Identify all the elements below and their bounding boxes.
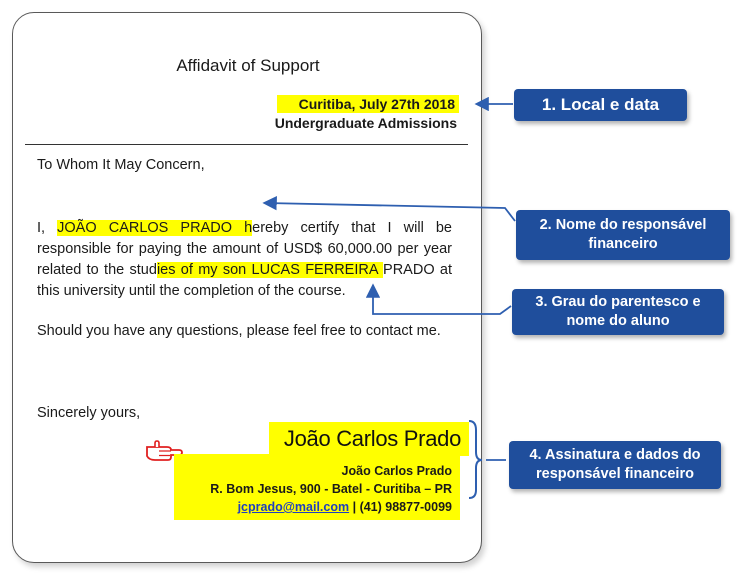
closing: Sincerely yours, [37, 405, 141, 421]
signer-address: R. Bom Jesus, 900 - Batel - Curitiba – PR [210, 482, 452, 496]
body-prefix: I, [37, 220, 58, 236]
callout-signature [509, 441, 721, 489]
callout-student-relation [512, 289, 724, 335]
letter-date: Curitiba, July 27th 2018 [277, 95, 459, 113]
signer-name: João Carlos Prado [341, 464, 452, 478]
callout-3-line1: 3. Grau do parentesco e [535, 294, 701, 310]
signature-bracket [469, 421, 482, 498]
contact-paragraph: Should you have any questions, please feel free to contact me. [37, 323, 441, 339]
callout-3-line2: nome do aluno [566, 313, 670, 329]
contact-separator: | [349, 500, 360, 514]
guardian-name: JOÃO CARLOS PRADO h [57, 220, 253, 236]
arrow-student-relation [373, 287, 511, 314]
callout-2-line1: 2. Nome do responsável [539, 217, 707, 233]
signer-email-link[interactable]: jcprado@mail.com [237, 500, 350, 514]
callout-4-line1: 4. Assinatura e dados do [529, 447, 701, 463]
greeting: To Whom It May Concern, [37, 157, 205, 173]
callout-guardian-name [516, 210, 730, 260]
callout-4-line2: responsável financeiro [536, 466, 694, 482]
callout-local-data: 1. Local e data [514, 89, 687, 121]
signer-phone: (41) 98877-0099 [359, 500, 452, 514]
student-relation: ies of my son LUCAS FERREIRA [156, 262, 384, 278]
handwritten-signature: João Carlos Prado [269, 422, 469, 456]
body-suffix: PRADO at this university until the completion of the course. [37, 262, 453, 299]
callout-2-line2: financeiro [588, 236, 658, 252]
arrow-guardian-name [266, 203, 515, 221]
letter-department: Undergraduate Admissions [274, 115, 457, 131]
letter-title: Affidavit of Support [176, 56, 320, 75]
body-middle: ereby certify that I will be responsible for paying the amount of USD$ 60,000.00 per year related to the stud [37, 220, 452, 278]
